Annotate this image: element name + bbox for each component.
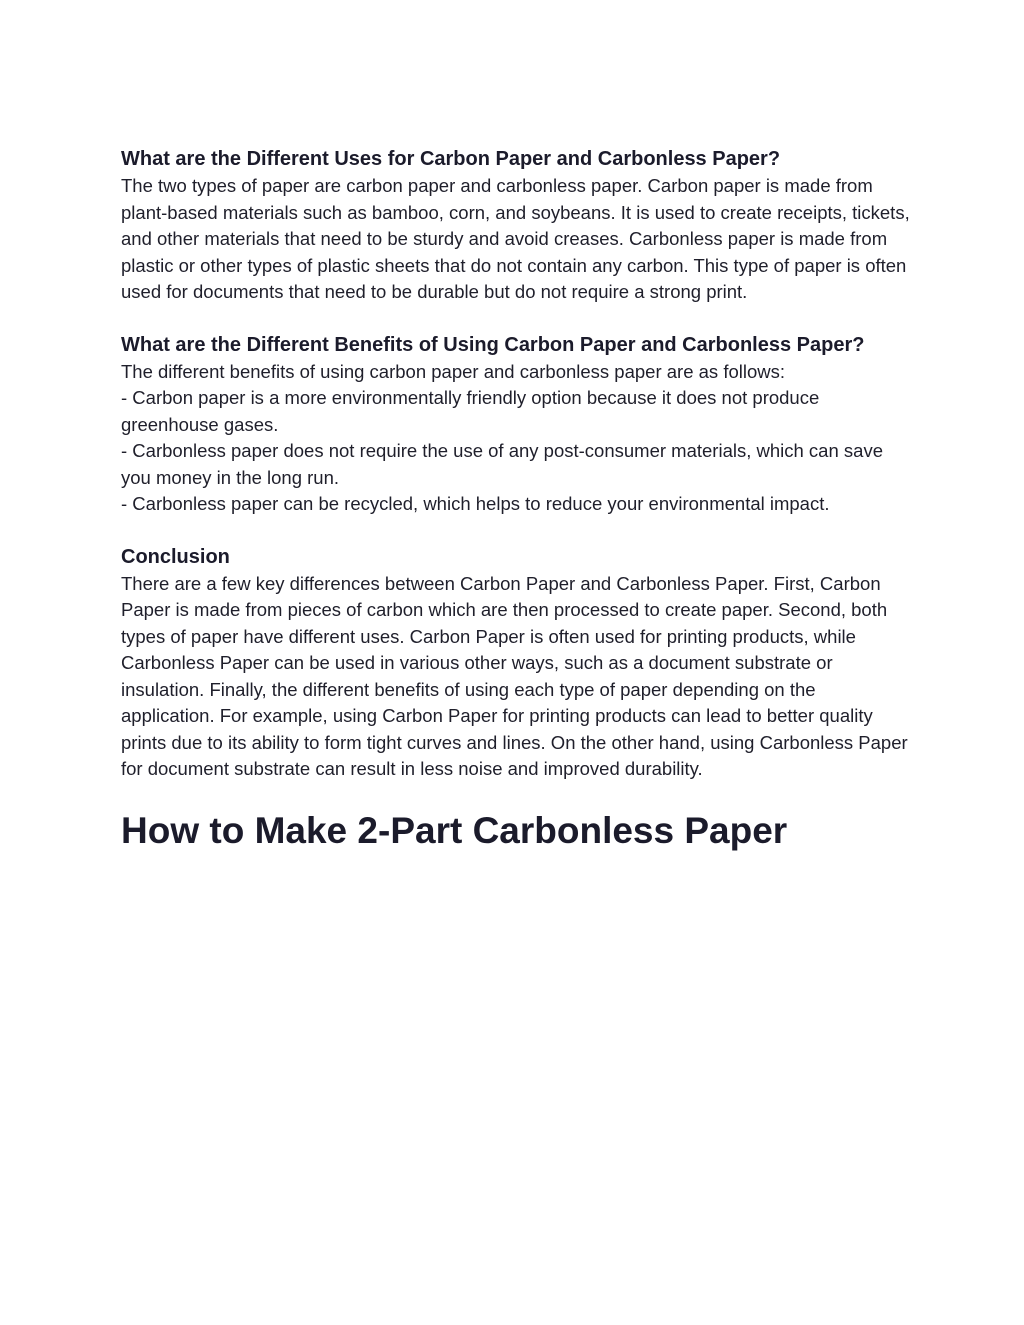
- main-heading: How to Make 2-Part Carbonless Paper: [121, 809, 788, 851]
- section-benefits: [121, 332, 911, 518]
- list-item: - Carbonless paper does not require the use of any post-consumer materials, which can save you money in the long run.: [121, 440, 883, 488]
- section-heading: Conclusion: [121, 545, 230, 568]
- list-item: - Carbon paper is a more environmentally friendly option because it does not produce greenhouse gases.: [121, 387, 820, 435]
- list-item: - Carbonless paper can be recycled, which helps to reduce your environmental impact.: [121, 493, 830, 514]
- section-heading: What are the Different Benefits of Using Carbon Paper and Carbonless Paper?: [121, 333, 865, 356]
- section-conclusion: [121, 544, 911, 783]
- paragraph: The different benefits of using carbon paper and carbonless paper are as follows:: [121, 360, 786, 382]
- paragraph: The two types of paper are carbon paper and carbonless paper. Carbon paper is made from plant-based materials such as bamboo, corn, and soybeans. It is used to create receipts, tickets, and other materials that need to be sturdy and avoid creases. Carbonless paper is made from plastic or other types of plastic sheets that do not contain any carbon. This type of paper is often used for documents that need to be durable but do not require a strong print.: [121, 175, 910, 302]
- document-page: [121, 146, 911, 853]
- section-uses: [121, 146, 911, 306]
- section-heading: What are the Different Uses for Carbon Paper and Carbonless Paper?: [121, 148, 781, 170]
- paragraph: There are a few key differences between Carbon Paper and Carbonless Paper. First, Carbon Paper is made from pieces of carbon which are then processed to create paper. Second, both types of paper have different uses. Carbon Paper is often used for printing products, while Carbonless Paper can be used in various other ways, such as a document substrate or insulation. Finally, the different benefits of using each type of paper depending on the application. For example, using Carbon Paper for printing products can lead to better quality prints due to its ability to form tight curves and lines. On the other hand, using Carbonless Paper for document substrate can result in less noise and improved durability.: [121, 572, 908, 779]
